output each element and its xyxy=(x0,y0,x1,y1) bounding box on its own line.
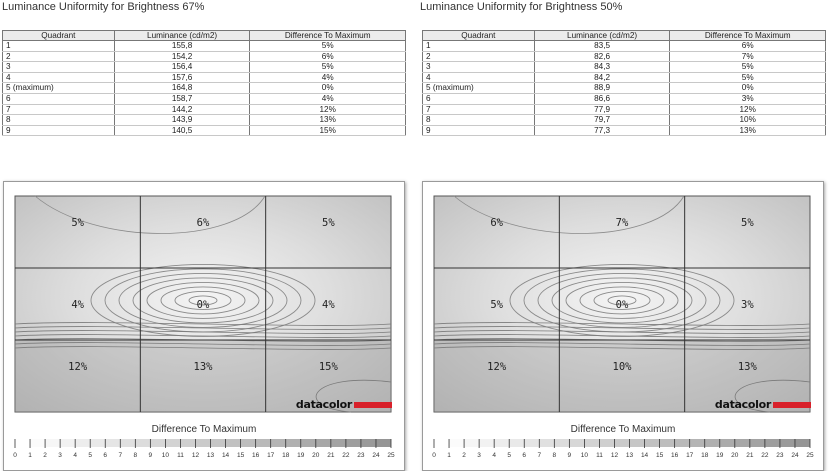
scale-title: Difference To Maximum xyxy=(151,424,257,435)
scale-title: Difference To Maximum xyxy=(570,424,676,435)
scale-tick-label: 22 xyxy=(761,452,769,459)
luminance-cell: 88,9 xyxy=(534,83,670,94)
quadrant-cell: 8 xyxy=(3,115,115,126)
scale-swatch xyxy=(180,439,195,447)
column-header: Difference To Maximum xyxy=(670,31,826,41)
quadrant-label: 4% xyxy=(71,299,84,311)
difference-cell: 4% xyxy=(250,93,406,104)
scale-tick-label: 8 xyxy=(552,452,557,459)
quadrant-cell: 9 xyxy=(3,125,115,136)
table-row xyxy=(423,41,826,52)
quadrant-cell: 7 xyxy=(3,104,115,115)
quadrant-label: 10% xyxy=(612,361,632,373)
scale-tick-label: 2 xyxy=(462,452,466,459)
scale-swatch xyxy=(464,439,479,447)
quadrant-label: 13% xyxy=(737,361,757,373)
difference-cell: 5% xyxy=(250,41,406,52)
scale-swatch xyxy=(195,439,210,447)
luminance-cell: 144,2 xyxy=(114,104,250,115)
scale-swatch xyxy=(361,439,376,447)
scale-tick-label: 0 xyxy=(13,452,17,459)
scale-swatch xyxy=(105,439,120,447)
quadrant-cell: 8 xyxy=(423,115,535,126)
scale-tick-label: 7 xyxy=(118,452,123,459)
luminance-cell: 83,5 xyxy=(534,41,670,52)
table-row xyxy=(3,51,406,62)
scale-tick-label: 13 xyxy=(625,452,634,459)
luminance-cell: 143,9 xyxy=(114,115,250,126)
quadrant-cell: 4 xyxy=(3,72,115,83)
scale-tick-label: 11 xyxy=(596,452,603,459)
scale-tick-label: 10 xyxy=(580,452,589,459)
scale-swatch xyxy=(675,439,690,447)
scale-tick-label: 3 xyxy=(477,452,481,459)
scale-swatch xyxy=(135,439,150,447)
quadrant-label: 6% xyxy=(490,217,503,229)
difference-cell: 5% xyxy=(670,62,826,73)
scale-swatch xyxy=(614,439,629,447)
scale-tick-label: 19 xyxy=(297,452,305,459)
quadrant-label: 5% xyxy=(71,217,84,229)
table-2-title: Luminance Uniformity for Brightness 50% xyxy=(420,1,623,13)
table-row xyxy=(423,115,826,126)
scale-tick-label: 22 xyxy=(342,452,350,459)
scale-swatch xyxy=(346,439,361,447)
quadrant-label: 5% xyxy=(322,217,335,229)
scale-tick-label: 13 xyxy=(206,452,215,459)
difference-cell: 15% xyxy=(250,125,406,136)
scale-swatch xyxy=(494,439,509,447)
scale-swatch xyxy=(30,439,45,447)
quadrant-label: 13% xyxy=(193,361,213,373)
scale-tick-label: 3 xyxy=(58,452,62,459)
scale-tick-label: 17 xyxy=(267,452,275,459)
luminance-cell: 77,3 xyxy=(534,125,670,136)
scale-swatch xyxy=(271,439,286,447)
datacolor-logo: datacolor xyxy=(296,398,392,411)
scale-swatch xyxy=(524,439,539,447)
difference-cell: 12% xyxy=(250,104,406,115)
luminance-cell: 155,8 xyxy=(114,41,250,52)
scale-tick-label: 5 xyxy=(507,452,512,459)
scale-swatch xyxy=(120,439,135,447)
scale-tick-label: 24 xyxy=(791,452,799,459)
scale-swatch xyxy=(331,439,346,447)
quadrant-cell: 9 xyxy=(423,125,535,136)
scale-tick-label: 24 xyxy=(372,452,380,459)
difference-cell: 3% xyxy=(670,93,826,104)
scale-swatch xyxy=(434,439,449,447)
scale-swatch xyxy=(690,439,705,447)
scale-swatch xyxy=(90,439,105,447)
luminance-cell: 86,6 xyxy=(534,93,670,104)
scale-tick-label: 16 xyxy=(671,452,679,459)
quadrant-cell: 3 xyxy=(3,62,115,73)
scale-tick-label: 16 xyxy=(252,452,260,459)
scale-tick-label: 11 xyxy=(177,452,184,459)
scale-swatch xyxy=(226,439,241,447)
scale-tick-label: 12 xyxy=(610,452,619,459)
scale-tick-label: 6 xyxy=(103,452,108,459)
scale-tick-label: 25 xyxy=(387,452,395,459)
luminance-cell: 157,6 xyxy=(114,72,250,83)
uniformity-panel-67 xyxy=(3,181,405,471)
scale-tick-label: 20 xyxy=(312,452,320,459)
difference-cell: 12% xyxy=(670,104,826,115)
quadrant-cell: 2 xyxy=(423,51,535,62)
quadrant-label: 0% xyxy=(196,299,210,311)
difference-cell: 13% xyxy=(670,125,826,136)
scale-tick-label: 12 xyxy=(191,452,200,459)
quadrant-cell: 3 xyxy=(423,62,535,73)
quadrant-cell: 5 (maximum) xyxy=(423,83,535,94)
luminance-table-50 xyxy=(422,30,826,136)
scale-swatch xyxy=(376,439,391,447)
quadrant-label: 3% xyxy=(741,299,754,311)
luminance-table-67 xyxy=(2,30,406,136)
quadrant-label: 12% xyxy=(68,361,88,373)
scale-tick-label: 19 xyxy=(716,452,724,459)
scale-tick-label: 20 xyxy=(731,452,739,459)
scale-swatch xyxy=(584,439,599,447)
table-row xyxy=(423,72,826,83)
difference-cell: 10% xyxy=(670,115,826,126)
scale-tick-label: 15 xyxy=(655,452,664,459)
luminance-cell: 164,8 xyxy=(114,83,250,94)
scale-swatch xyxy=(316,439,331,447)
scale-tick-label: 10 xyxy=(161,452,170,459)
quadrant-cell: 2 xyxy=(3,51,115,62)
scale-swatch xyxy=(795,439,810,447)
quadrant-label: 6% xyxy=(196,217,210,229)
scale-swatch xyxy=(15,439,30,447)
scale-swatch xyxy=(539,439,554,447)
scale-tick-label: 2 xyxy=(43,452,47,459)
scale-swatch xyxy=(286,439,301,447)
luminance-cell: 84,2 xyxy=(534,72,670,83)
difference-cell: 7% xyxy=(670,51,826,62)
quadrant-cell: 5 (maximum) xyxy=(3,83,115,94)
column-header: Quadrant xyxy=(423,31,535,41)
luminance-cell: 140,5 xyxy=(114,125,250,136)
luminance-cell: 156,4 xyxy=(114,62,250,73)
luminance-cell: 79,7 xyxy=(534,115,670,126)
luminance-cell: 84,3 xyxy=(534,62,670,73)
quadrant-cell: 6 xyxy=(423,93,535,104)
table-row xyxy=(423,51,826,62)
column-header: Difference To Maximum xyxy=(250,31,406,41)
quadrant-label: 0% xyxy=(615,299,629,311)
scale-swatch xyxy=(554,439,569,447)
table-row xyxy=(423,93,826,104)
scale-tick-label: 15 xyxy=(236,452,245,459)
scale-swatch xyxy=(241,439,256,447)
quadrant-label: 4% xyxy=(322,299,335,311)
scale-tick-label: 6 xyxy=(522,452,527,459)
scale-tick-label: 21 xyxy=(746,452,754,459)
column-header: Luminance (cd/m2) xyxy=(534,31,670,41)
difference-cell: 4% xyxy=(250,72,406,83)
scale-tick-label: 17 xyxy=(686,452,694,459)
table-row xyxy=(3,125,406,136)
scale-swatch xyxy=(509,439,524,447)
quadrant-label: 15% xyxy=(318,361,338,373)
scale-tick-label: 9 xyxy=(148,452,153,459)
scale-tick-label: 18 xyxy=(701,452,709,459)
column-header: Luminance (cd/m2) xyxy=(114,31,250,41)
table-1-title: Luminance Uniformity for Brightness 67% xyxy=(2,1,205,13)
table-row xyxy=(3,93,406,104)
column-header: Quadrant xyxy=(3,31,115,41)
table-row xyxy=(423,104,826,115)
table-row xyxy=(423,83,826,94)
scale-swatch xyxy=(256,439,271,447)
table-row xyxy=(3,72,406,83)
scale-swatch xyxy=(150,439,165,447)
scale-tick-label: 4 xyxy=(492,452,496,459)
datacolor-logo: datacolor xyxy=(715,398,811,411)
luminance-cell: 154,2 xyxy=(114,51,250,62)
scale-swatch xyxy=(645,439,660,447)
scale-swatch xyxy=(750,439,765,447)
scale-swatch xyxy=(780,439,795,447)
scale-tick-label: 1 xyxy=(28,452,32,459)
scale-tick-label: 18 xyxy=(282,452,290,459)
scale-swatch xyxy=(630,439,645,447)
quadrant-cell: 7 xyxy=(423,104,535,115)
scale-swatch xyxy=(449,439,464,447)
scale-tick-label: 14 xyxy=(640,452,649,459)
scale-tick-label: 0 xyxy=(432,452,436,459)
difference-cell: 5% xyxy=(250,62,406,73)
scale-swatch xyxy=(599,439,614,447)
difference-cell: 6% xyxy=(250,51,406,62)
scale-tick-label: 1 xyxy=(447,452,451,459)
difference-cell: 5% xyxy=(670,72,826,83)
scale-tick-label: 4 xyxy=(73,452,77,459)
table-row xyxy=(3,62,406,73)
scale-tick-label: 8 xyxy=(133,452,138,459)
scale-swatch xyxy=(301,439,316,447)
table-row xyxy=(3,83,406,94)
scale-swatch xyxy=(75,439,90,447)
luminance-cell: 82,6 xyxy=(534,51,670,62)
scale-swatch xyxy=(60,439,75,447)
scale-tick-label: 9 xyxy=(567,452,572,459)
quadrant-cell: 1 xyxy=(423,41,535,52)
scale-tick-label: 25 xyxy=(806,452,814,459)
difference-cell: 13% xyxy=(250,115,406,126)
uniformity-panel-50 xyxy=(422,181,824,471)
scale-swatch xyxy=(165,439,180,447)
quadrant-label: 7% xyxy=(615,217,629,229)
scale-tick-label: 23 xyxy=(357,452,365,459)
quadrant-label: 5% xyxy=(741,217,754,229)
table-row xyxy=(423,125,826,136)
scale-swatch xyxy=(211,439,226,447)
quadrant-cell: 4 xyxy=(423,72,535,83)
scale-swatch xyxy=(765,439,780,447)
scale-tick-label: 5 xyxy=(88,452,93,459)
quadrant-cell: 6 xyxy=(3,93,115,104)
scale-swatch xyxy=(479,439,494,447)
difference-cell: 0% xyxy=(670,83,826,94)
difference-cell: 6% xyxy=(670,41,826,52)
scale-tick-label: 21 xyxy=(327,452,335,459)
scale-swatch xyxy=(660,439,675,447)
scale-swatch xyxy=(705,439,720,447)
table-row xyxy=(423,62,826,73)
table-row xyxy=(3,115,406,126)
scale-swatch xyxy=(735,439,750,447)
quadrant-label: 5% xyxy=(490,299,503,311)
scale-swatch xyxy=(720,439,735,447)
scale-tick-label: 23 xyxy=(776,452,784,459)
quadrant-cell: 1 xyxy=(3,41,115,52)
scale-swatch xyxy=(569,439,584,447)
luminance-cell: 77,9 xyxy=(534,104,670,115)
table-row xyxy=(3,104,406,115)
luminance-cell: 158,7 xyxy=(114,93,250,104)
table-row xyxy=(3,41,406,52)
difference-cell: 0% xyxy=(250,83,406,94)
quadrant-label: 12% xyxy=(487,361,507,373)
scale-tick-label: 7 xyxy=(537,452,542,459)
scale-tick-label: 14 xyxy=(221,452,230,459)
scale-swatch xyxy=(45,439,60,447)
